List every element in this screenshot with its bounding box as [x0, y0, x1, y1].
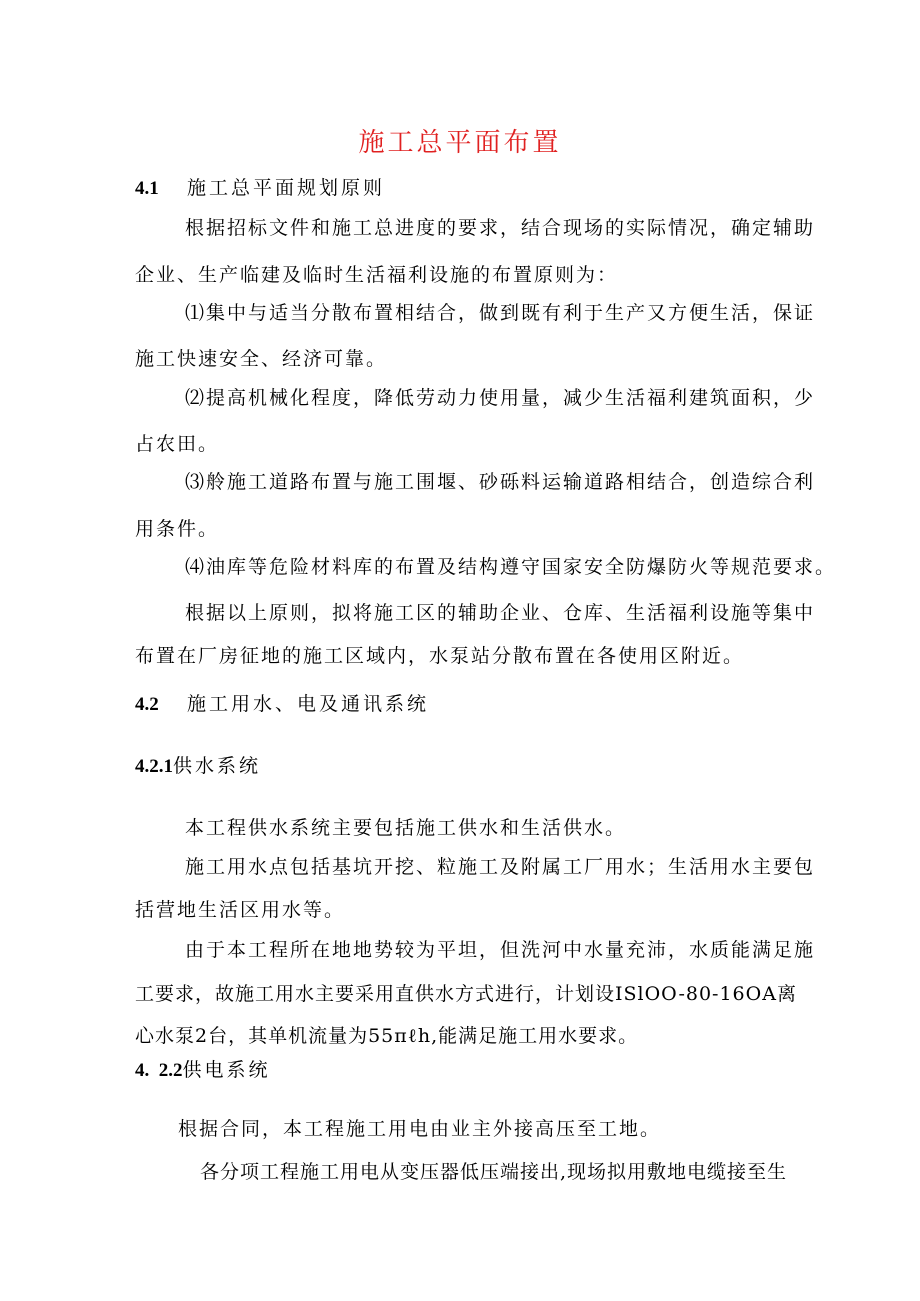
section-heading-4-2-2 — [135, 1058, 271, 1083]
section-number: 4. 2.2 — [135, 1060, 183, 1081]
paragraph-line: 施工快速安全、经济可靠。 — [135, 348, 388, 370]
paragraph-line: ⑶舲施工道路布置与施工围堰、砂砾料运输道路相结合，创造综合利 — [185, 471, 816, 493]
section-title: 施工用水、电及通讯系统 — [187, 693, 430, 715]
paragraph-line: 括营地生活区用水等。 — [135, 899, 346, 921]
paragraph-line: 根据招标文件和施工总进度的要求，结合现场的实际情况，确定辅助 — [185, 217, 816, 239]
section-title: 施工总平面规划原则 — [187, 177, 386, 199]
page-title: 施工总平面布置 — [358, 128, 562, 158]
section-title: 供水系统 — [173, 755, 262, 777]
paragraph-line: 各分项工程施工用电从变压器低压端接出,现场拟用敷地电缆接至生 — [200, 1161, 788, 1183]
paragraph-line: 工要求，故施工用水主要采用直供水方式进行，计划设ISlOO-80-16OA离 — [135, 983, 797, 1005]
paragraph-line: 施工用水点包括基坑开挖、粒施工及附属工厂用水；生活用水主要包 — [185, 856, 816, 878]
paragraph-line: 心水泵2台，其单机流量为55πℓh,能满足施工用水要求。 — [135, 1025, 639, 1047]
section-number: 4.1 — [135, 178, 159, 199]
section-title: 供电系统 — [182, 1059, 271, 1081]
paragraph-line: ⑴集中与适当分散布置相结合，做到既有利于生产又方便生活，保证 — [185, 302, 816, 324]
section-heading-4-1 — [135, 176, 385, 201]
section-heading-4-2 — [135, 692, 429, 717]
paragraph-line: 根据合同，本工程施工用电由业主外接高压至工地。 — [178, 1118, 662, 1140]
paragraph-line: 根据以上原则，拟将施工区的辅助企业、仓库、生活福利设施等集中 — [185, 602, 816, 624]
paragraph-line: 布置在厂房征地的施工区域内，水泵站分散布置在各使用区附近。 — [135, 645, 745, 667]
section-number: 4.2.1 — [135, 756, 173, 777]
section-number: 4.2 — [135, 694, 159, 715]
paragraph-line: 用条件。 — [135, 518, 220, 540]
paragraph-line: ⑵提高机械化程度，降低劳动力使用量，减少生活福利建筑面积，少 — [185, 387, 816, 409]
paragraph-line: ⑷油库等危险材料库的布置及结构遵守国家安全防爆防火等规范要求。 — [185, 556, 837, 578]
section-heading-4-2-1 — [135, 754, 261, 779]
paragraph-line: 由于本工程所在地地势较为平坦，但洗河中水量充沛，水质能满足施 — [185, 939, 816, 961]
paragraph-line: 占农田。 — [135, 433, 220, 455]
paragraph-line: 本工程供水系统主要包括施工供水和生活供水。 — [185, 817, 627, 839]
paragraph-line: 企业、生产临建及临时生活福利设施的布置原则为： — [135, 264, 619, 286]
